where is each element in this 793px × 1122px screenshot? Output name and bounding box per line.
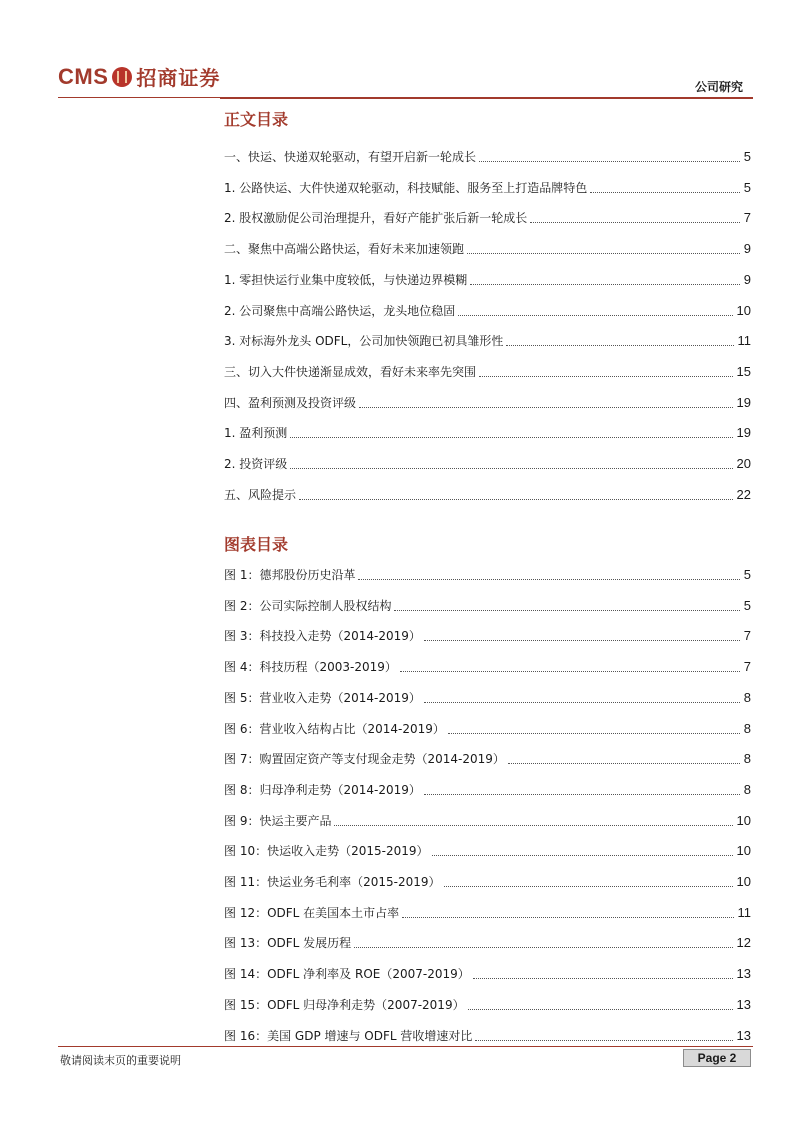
toc-entry-text: 图 4：科技历程（2003-2019） (224, 660, 397, 675)
toc-entry-page: 12 (736, 935, 751, 951)
toc-entry-text: 图 2：公司实际控制人股权结构 (224, 598, 392, 613)
toc-entry-text: 图 8：归母净利走势（2014-2019） (224, 782, 421, 797)
toc-leader-dots (424, 702, 740, 703)
toc-leader-dots (479, 161, 740, 162)
page-header (0, 0, 793, 100)
toc-entry-text: 三、切入大件快递渐显成效，看好未来率先突围 (224, 364, 477, 379)
toc-entry[interactable] (224, 839, 751, 859)
toc-entry-text: 1. 零担快运行业集中度较低，与快递边界模糊 (224, 272, 468, 287)
toc-entry-text: 五、风险提示 (224, 487, 297, 502)
cms-logo (58, 62, 220, 91)
toc-leader-dots (508, 763, 740, 764)
toc-entry-page: 19 (736, 425, 751, 441)
toc-leader-dots (432, 855, 733, 856)
toc-leader-dots (299, 499, 733, 500)
toc-leader-dots (458, 315, 732, 316)
report-type-label: 公司研究 (694, 80, 743, 94)
toc-entry[interactable] (224, 686, 751, 706)
toc-entry[interactable] (224, 809, 751, 829)
toc-entry-text: 1. 盈利预测 (224, 426, 288, 441)
toc-entry-page: 20 (736, 456, 751, 471)
toc-entry-text: 2. 公司聚焦中高端公路快运，龙头地位稳固 (224, 303, 456, 318)
toc-entry-page: 13 (736, 996, 751, 1012)
toc-entry-text: 图 13：ODFL 发展历程 (224, 936, 352, 951)
toc-leader-dots (475, 1040, 732, 1041)
toc-entry[interactable] (224, 1024, 751, 1044)
toc-entry-text: 图 5：营业收入走势（2014-2019） (224, 690, 421, 705)
toc-entry-text: 2. 股权激励促公司治理提升，看好产能扩张后新一轮成长 (224, 211, 528, 226)
toc-entry-page: 10 (736, 843, 751, 859)
toc-entry-text: 图 14：ODFL 净利率及 ROE（2007-2019） (224, 967, 470, 982)
toc-entry-page: 8 (743, 751, 751, 767)
toc-entry-page: 19 (736, 394, 751, 410)
toc-leader-dots (470, 284, 740, 285)
toc-entry-text: 图 16：美国 GDP 增速与 ODFL 营收增速对比 (224, 1028, 473, 1043)
toc-entry[interactable] (224, 594, 751, 614)
logo-emblem-icon (112, 67, 132, 87)
toc-leader-dots (424, 640, 740, 641)
toc-title: 正文目录 (224, 110, 289, 129)
toc-entry-text: 图 9：快运主要产品 (224, 813, 332, 828)
toc-entry[interactable] (224, 624, 751, 644)
toc-entry-page: 7 (743, 628, 751, 644)
toc-entry[interactable] (224, 299, 751, 319)
toc-entry-page: 10 (736, 812, 751, 828)
toc-entry-text: 1. 公路快运、大件快递双轮驱动，科技赋能、服务至上打造品牌特色 (224, 180, 588, 195)
toc-entry[interactable] (224, 717, 751, 737)
toc-leader-dots (334, 825, 732, 826)
toc-leader-dots (402, 917, 733, 918)
toc-entry-text: 3. 对标海外龙头 ODFL，公司加快领跑已初具雏形性 (224, 334, 504, 349)
toc-entry-page: 10 (736, 874, 751, 889)
toc-entry-text: 2. 投资评级 (224, 457, 288, 471)
toc-entry[interactable] (224, 563, 751, 583)
toc-entry[interactable] (224, 206, 751, 226)
toc-leader-dots (468, 1009, 733, 1010)
toc-leader-dots (530, 222, 739, 223)
toc-leader-dots (444, 886, 733, 887)
toc-entry-text: 图 10：快运收入走势（2015-2019） (224, 844, 429, 859)
toc-leader-dots (290, 437, 732, 438)
toc-entry[interactable] (224, 870, 751, 890)
toc-leader-dots (467, 253, 740, 254)
toc-leader-dots (359, 407, 733, 408)
toc-entry[interactable] (224, 483, 751, 503)
toc-entry-page: 10 (736, 302, 751, 318)
toc-entry-text: 四、盈利预测及投资评级 (224, 395, 357, 410)
toc-entry-text: 图 3：科技投入走势（2014-2019） (224, 629, 421, 644)
toc-entry[interactable] (224, 145, 751, 165)
toc-entry-page: 9 (743, 271, 751, 287)
toc-leader-dots (358, 579, 739, 580)
toc-entry-page: 7 (743, 659, 751, 675)
toc-entry-text: 一、快运、快递双轮驱动，有望开启新一轮成长 (224, 150, 477, 164)
toc-entry-page: 5 (743, 179, 751, 195)
page-number-badge: Page 2 (683, 1049, 751, 1067)
toc-entry-page: 7 (743, 210, 751, 226)
toc-leader-dots (590, 192, 739, 193)
header-divider (220, 97, 753, 99)
toc-entry-text: 图 15：ODFL 归母净利走势（2007-2019） (224, 997, 465, 1012)
toc-entry-page: 13 (736, 1027, 751, 1043)
disclaimer-note: 敬请阅读末页的重要说明 (60, 1054, 181, 1067)
toc-leader-dots (290, 468, 732, 469)
toc-entry-page: 5 (743, 567, 751, 582)
toc-entry[interactable] (224, 391, 751, 411)
toc-entry-page: 8 (743, 689, 751, 705)
logo-cms-text: CMS (58, 63, 109, 89)
toc-entry-text: 图 6：营业收入结构占比（2014-2019） (224, 721, 445, 736)
toc-entry[interactable] (224, 237, 751, 257)
logo-cn-text: 招商证券 (136, 66, 221, 90)
toc-entry[interactable] (224, 329, 751, 349)
toc-entry[interactable] (224, 931, 751, 951)
toc-entry[interactable] (224, 452, 751, 472)
toc-leader-dots (479, 376, 733, 377)
toc-entry-text: 图 11：快运业务毛利率（2015-2019） (224, 875, 441, 889)
toc-leader-dots (448, 733, 740, 734)
toc-entry-page: 11 (737, 333, 751, 349)
toc-entry[interactable] (224, 993, 751, 1013)
toc-entry-page: 9 (743, 241, 751, 257)
toc-entry-page: 11 (737, 904, 751, 920)
toc-entry-text: 二、聚焦中高端公路快运，看好未来加速领跑 (224, 242, 465, 257)
toc-entry[interactable] (224, 901, 751, 921)
toc-leader-dots (394, 610, 739, 611)
toc-leader-dots (400, 671, 740, 672)
toc-entry-page: 15 (736, 363, 751, 379)
toc-entry[interactable] (224, 268, 751, 288)
toc-entry-page: 5 (743, 149, 751, 164)
toc-entry-page: 5 (743, 597, 751, 613)
header-divider-left (58, 97, 220, 98)
toc-entry[interactable] (224, 655, 751, 675)
toc-entry[interactable] (224, 176, 751, 196)
toc-entry[interactable] (224, 360, 751, 380)
figures-title: 图表目录 (224, 535, 289, 554)
toc-entry[interactable] (224, 778, 751, 798)
toc-entry-text: 图 7：购置固定资产等支付现金走势（2014-2019） (224, 752, 505, 767)
toc-entry[interactable] (224, 747, 751, 767)
toc-entry[interactable] (224, 421, 751, 441)
toc-entry-page: 22 (736, 486, 751, 502)
toc-leader-dots (424, 794, 740, 795)
toc-entry-page: 8 (743, 720, 751, 736)
footer-divider (58, 1046, 753, 1047)
toc-entry[interactable] (224, 962, 751, 982)
toc-entry-text: 图 12：ODFL 在美国本土市占率 (224, 905, 400, 920)
toc-entry-page: 13 (736, 966, 751, 982)
toc-leader-dots (473, 978, 733, 979)
toc-leader-dots (354, 947, 732, 948)
toc-entry-page: 8 (743, 781, 751, 797)
toc-entry-text: 图 1：德邦股份历史沿革 (224, 568, 356, 582)
toc-leader-dots (506, 345, 733, 346)
